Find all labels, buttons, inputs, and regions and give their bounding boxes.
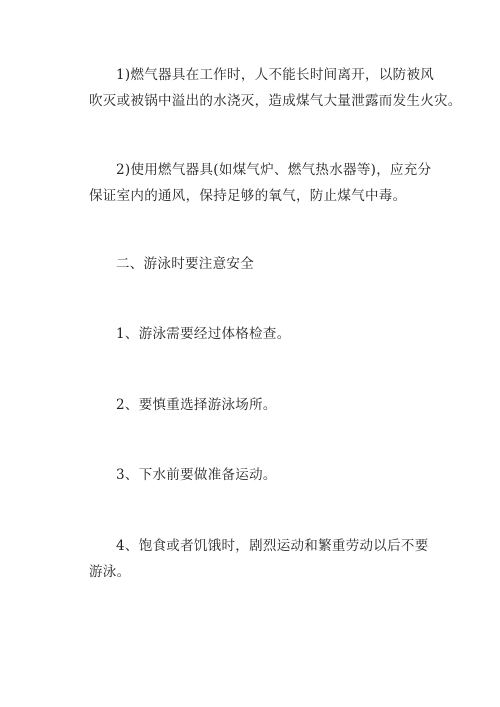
paragraph-line: 2)使用燃气器具(如煤气炉、燃气热水器等)，应充分 bbox=[116, 162, 432, 178]
list-item-text: 游泳。 bbox=[89, 564, 131, 580]
paragraph-line: 吹灭或被锅中溢出的水浇灭，造成煤气大量泄露而发生火灾。 bbox=[89, 93, 462, 109]
list-item-text: 1、游泳需要经过体格检查。 bbox=[116, 326, 291, 342]
list-item-text: 3、下水前要做准备运动。 bbox=[116, 467, 277, 483]
paragraph-gas-appliance-unattended bbox=[89, 62, 462, 114]
paragraph-line: 1)燃气器具在工作时，人不能长时间离开，以防被风 bbox=[116, 67, 435, 83]
paragraph-line: 保证室内的通风，保持足够的氧气，防止煤气中毒。 bbox=[89, 188, 407, 204]
list-item-no-swimming-conditions bbox=[89, 533, 429, 585]
list-item-text: 4、饱食或者饥饿时，剧烈运动和繁重劳动以后不要 bbox=[116, 538, 429, 554]
list-item-text: 2、要慎重选择游泳场所。 bbox=[116, 397, 277, 413]
section-heading-swimming-safety bbox=[89, 251, 419, 277]
paragraph-gas-appliance-ventilation bbox=[89, 157, 432, 209]
section-heading-text: 二、游泳时要注意安全 bbox=[116, 256, 254, 272]
list-item-choose-venue bbox=[89, 392, 419, 418]
list-item-warm-up bbox=[89, 462, 419, 488]
list-item-physical-exam bbox=[89, 321, 419, 347]
